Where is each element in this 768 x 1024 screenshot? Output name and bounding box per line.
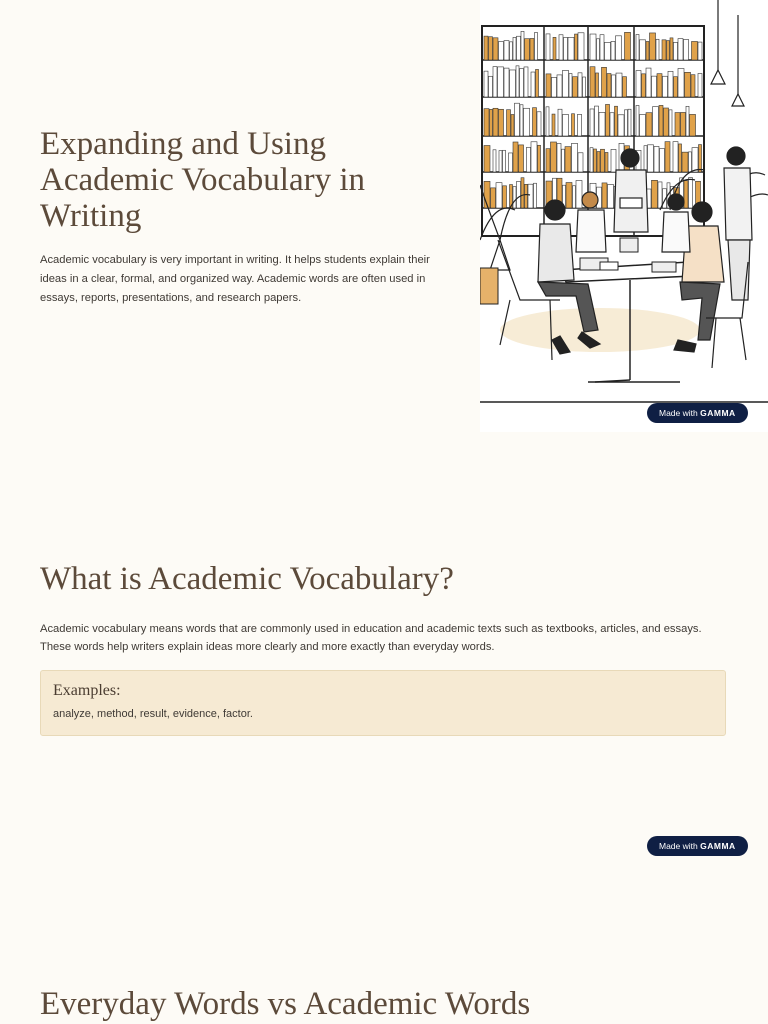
book-spine [628,109,631,136]
book-spine [596,73,599,97]
book-spine [546,149,550,172]
book-spine [625,32,631,60]
book-spine [690,114,696,136]
book-spine [504,41,509,60]
book-spine [599,112,605,136]
book-spine [607,74,611,97]
book-spine [531,142,537,172]
book-spine [590,109,594,136]
book-spine [602,67,607,97]
library-study-illustration [480,0,768,432]
book-spine [660,149,665,172]
book-spine [573,77,578,97]
book-spine [534,183,537,208]
book-spine [652,180,658,208]
book-spine [563,70,569,97]
book-spine [669,110,672,136]
gamma-logo: GAMMA [700,408,736,418]
book-spine [644,146,647,172]
book-spine [521,31,524,60]
book-spine [673,142,678,172]
book-spine [559,35,563,60]
book-spine [601,149,605,172]
book-spine [484,36,488,60]
book-spine [578,73,582,97]
book-spine [533,108,537,136]
book-spine [646,68,651,97]
book-spine [659,105,663,136]
book-spine [489,76,493,97]
book-spine [551,142,557,172]
made-with-gamma-badge[interactable] [647,836,748,856]
book-spine [546,107,549,136]
book-spine [557,75,562,97]
book-spine [578,114,582,136]
book-spine [656,39,659,60]
book-spine [524,67,528,97]
book-spine [552,77,557,97]
book-spine [509,153,513,172]
book-spine [605,42,611,60]
book-spine [699,145,702,172]
book-spine [546,74,551,97]
book-spine [684,181,688,208]
callout-title: Examples: [53,682,121,699]
book-spine [623,77,627,97]
book-spine [499,42,504,60]
book-spine [689,152,692,172]
book-spine [499,109,504,136]
book-spine [537,112,541,136]
book-spine [528,184,533,208]
book-spine [610,113,614,136]
book-spine [667,41,670,60]
book-spine [527,147,531,172]
book-spine [653,107,659,136]
book-spine [563,114,569,136]
book-spine [686,106,689,136]
book-spine [552,114,555,136]
book-spine [573,186,576,208]
book-spine [519,145,524,172]
book-spine [498,67,504,97]
book-spine [698,74,702,97]
book-spine [692,41,698,60]
book-spine [605,152,608,172]
book-spine [602,183,607,208]
book-spine [535,32,538,60]
book-spine [650,33,656,60]
book-spine [616,36,622,60]
book-spine [524,108,530,136]
book-spine [504,68,509,97]
slide-title: Expanding and Using Academic Vocabulary in Writing [40,126,366,234]
book-spine [612,75,616,97]
book-spine [553,37,556,60]
book-spine [692,148,698,172]
book-spine [558,109,562,136]
book-spine [525,39,530,60]
book-spine [668,71,673,97]
book-spine [685,72,691,97]
book-spine [608,184,614,208]
book-spine [590,148,593,172]
book-spine [515,103,520,136]
book-spine [594,149,597,172]
book-spine [616,73,622,97]
book-spine [546,34,550,60]
book-spine [566,183,572,208]
book-spine [646,113,652,136]
book-spine [681,112,686,136]
book-spine [499,151,502,172]
examples-callout [40,670,726,736]
book-spine [484,71,488,97]
book-spine [576,181,582,208]
book-spine [578,153,583,172]
book-spine [618,115,624,136]
book-spine [640,115,646,136]
book-spine [670,38,673,60]
book-spine [646,41,649,60]
book-spine [682,152,688,172]
book-spine [493,150,496,172]
book-spine [489,37,493,60]
slide-intro [0,0,768,432]
book-spine [513,37,516,60]
book-spine [493,38,498,60]
book-spine [606,104,610,136]
book-spine [662,40,666,60]
book-spine [615,106,618,136]
book-spine [625,110,628,136]
book-spine [525,184,528,208]
book-spine [503,150,506,172]
book-spine [595,106,599,136]
book-spine [698,42,702,60]
book-spine [600,35,604,60]
book-spine [513,187,516,208]
book-spine [664,108,669,136]
slide-title: What is Academic Vocabulary? [40,561,454,597]
book-spine [636,71,641,97]
book-spine [583,77,586,97]
book-spine [572,143,578,172]
book-spine [493,108,498,136]
book-spine [675,113,680,136]
book-spine [590,34,596,60]
book-spine [575,34,578,60]
book-spine [640,40,646,60]
slide-body-text: Academic vocabulary means words that are commonly used in education and academic texts such as textbooks, articles, and essays. These words help writers explain ideas more clearly and more exactly than everyday words. [40,623,702,653]
book-spine [503,186,507,208]
made-with-gamma-badge[interactable] [647,403,748,423]
book-spine [654,146,659,172]
book-spine [663,76,668,97]
book-spine [611,149,616,172]
book-spine [674,42,678,60]
book-spine [569,74,572,97]
book-spine [484,146,490,172]
book-spine [510,70,516,97]
book-spine [521,178,524,208]
slide-body-text: Academic vocabulary is very important in writing. It helps students explain their ideas in a clear, formal, and organized way. Academic words are often used in essays, reports, presentations, and research papers. [40,254,430,304]
book-spine [516,66,519,97]
book-spine [689,178,693,208]
book-spine [590,67,595,97]
book-spine [511,115,514,136]
book-spine [536,69,539,97]
book-spine [517,36,521,60]
book-spine [691,75,695,97]
book-spine [636,34,639,60]
book-spine [678,39,683,60]
book-spine [658,182,662,208]
book-spine [496,183,502,208]
badge-prefix: Made with [659,408,698,418]
book-spine [520,69,524,97]
book-spine [648,145,654,172]
callout-text: analyze, method, result, evidence, factor. [53,708,253,720]
book-spine [507,110,511,136]
book-spine [484,109,489,136]
badge-prefix: Made with [659,841,698,851]
book-spine [510,42,513,60]
book-spine [636,105,639,136]
book-spine [520,105,523,136]
book-spine [597,152,600,172]
book-spine [652,76,657,97]
book-spine [611,41,615,60]
book-spine [531,72,535,97]
book-spine [674,77,678,97]
slide-title: Everyday Words vs Academic Words [40,986,531,1022]
book-spine [493,67,497,97]
book-spine [562,149,565,172]
book-spine [665,142,670,172]
book-spine [657,74,662,97]
book-spine [642,74,646,97]
book-spine [491,188,496,208]
book-spine [578,33,584,60]
book-spine [513,142,518,172]
book-spine [530,38,534,60]
book-spine [684,39,689,60]
book-spine [597,39,600,60]
gamma-logo: GAMMA [700,841,736,851]
book-spine [564,37,568,60]
book-spine [679,144,682,172]
book-spine [517,181,521,208]
book-spine [557,143,561,172]
book-spine [572,114,575,136]
book-spine [538,145,541,172]
book-spine [568,37,574,60]
book-spine [565,147,571,172]
book-spine [490,109,493,136]
book-spine [678,69,684,97]
